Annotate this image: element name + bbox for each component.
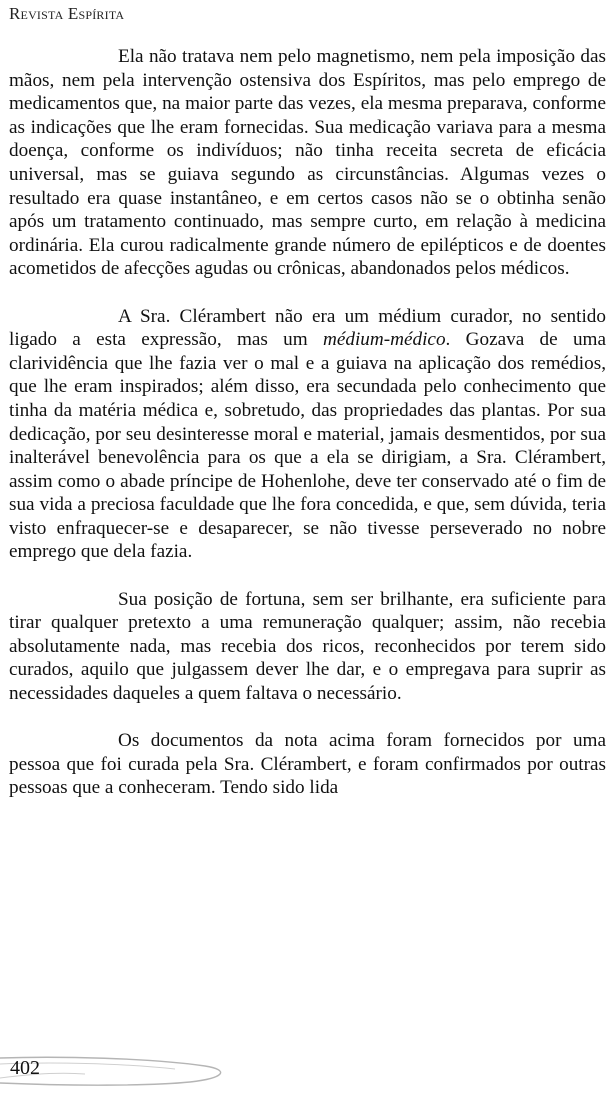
paragraph-2-text-after: . Gozava de uma clarividência que lhe fazia ver o mal e a guiava na aplicação dos remédios, que lhe eram inspirados; além disso, era secundada pelo conhecimento que tinha da matéria médica e, sobretudo, das propriedades das plantas. Por sua dedicação, por seu desinteresse moral e material, jamais desmentidos, por sua inalterável benevolência para os que a ela se dirigiam, a Sra. Clérambert, assim como o abade príncipe de Hohenlohe, deve ter conservado até o fim de sua vida a preciosa faculdade que lhe fora concedida, e que, sem dúvida, teria visto enfraquecer-se e desaparecer, se não tivesse perseverado no nobre emprego que dela fazia. [9, 329, 606, 563]
running-header: Revista Espírita [9, 4, 125, 23]
paragraph-1: Ela não tratava nem pelo magnetismo, nem pela imposição das mãos, nem pela intervenção ostensiva dos Espíritos, mas pelo emprego de medicamentos que, na maior parte das vezes, ela mesma preparava, conforme as indicações que lhe eram fornecidas. Sua medicação variava para a mesma doença, conforme os indivíduos; não tinha receita secreta de eficácia universal, mas se guiava segundo as circunstâncias. Algumas vezes o resultado era quase instantâneo, e em certos casos não se o obtinha senão após um tratamento continuado, mas sempre curto, em relação à medicina ordinária. Ela curou radicalmente grande número de epilépticos e de doentes acometidos de afecções agudas ou crônicas, abandonados pelos médicos. [9, 46, 606, 280]
footer-ornament [0, 1052, 615, 1093]
paragraph-4: Os documentos da nota acima foram fornecidos por uma pessoa que foi curada pela Sra. Clérambert, e foram confirmados por outras pessoas que a conheceram. Tendo sido lida [9, 730, 606, 799]
paragraph-3: Sua posição de fortuna, sem ser brilhante, era suficiente para tirar qualquer pretexto a uma remuneração qualquer; assim, não recebia absolutamente nada, mas recebia dos ricos, reconhecidos por terem sido curados, aquilo que julgassem dever lhe dar, e o empregava para suprir as necessidades daqueles a quem faltava o necessário. [9, 588, 606, 705]
paragraph-2-text-before: A Sra. Clérambert não era um médium curador, no sentido ligado a esta expressão, mas um [9, 305, 606, 351]
page-number: 402 [10, 1057, 40, 1079]
swoosh-ornament-icon [0, 1052, 615, 1093]
emphasis-term: médium-médico [323, 329, 446, 351]
paragraph-2 [9, 305, 606, 565]
body-text [9, 45, 606, 800]
